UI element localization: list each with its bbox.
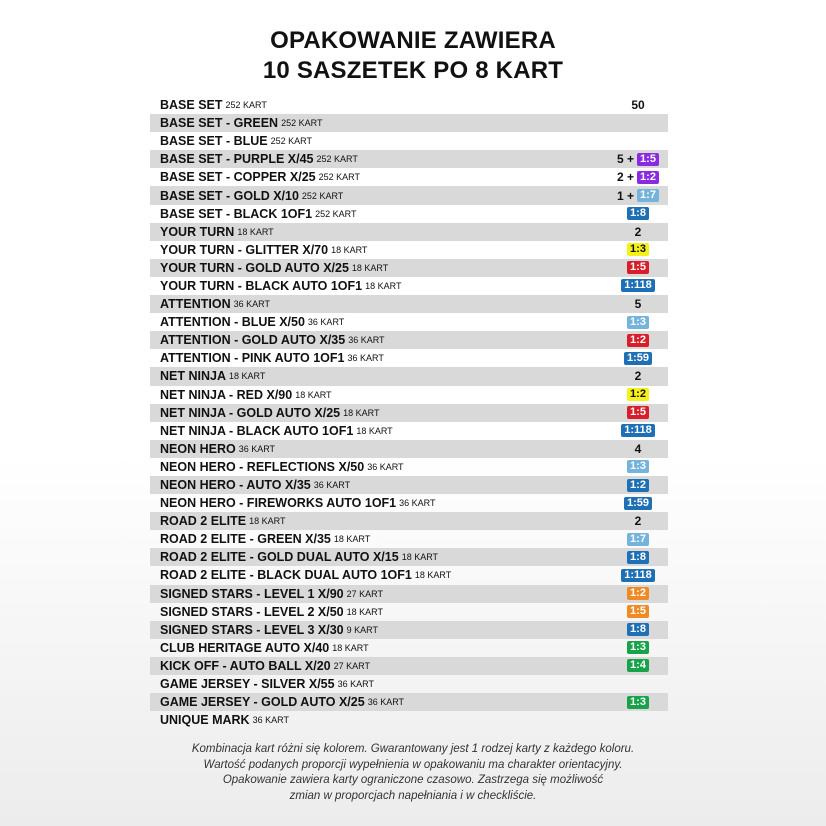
row-card-count: 9 KART xyxy=(346,624,378,635)
row-quantity: 5 xyxy=(634,297,642,312)
row-name: GAME JERSEY - GOLD AUTO X/25 xyxy=(160,695,365,710)
row-value xyxy=(608,605,668,618)
row-name: BASE SET - BLACK 1OF1 xyxy=(160,206,313,221)
table-row xyxy=(150,603,668,621)
table-row xyxy=(150,458,668,476)
ratio-badge: 1:5 xyxy=(637,153,659,166)
row-name: BASE SET - PURPLE X/45 xyxy=(160,152,314,167)
row-name: SIGNED STARS - LEVEL 2 X/50 xyxy=(160,604,344,619)
row-name: NET NINJA - GOLD AUTO X/25 xyxy=(160,405,341,420)
row-card-count: 252 KART xyxy=(225,100,267,111)
row-name: ATTENTION - BLUE X/50 xyxy=(160,315,305,330)
table-row xyxy=(150,277,668,295)
table-row xyxy=(150,96,668,114)
ratio-badge: 1:3 xyxy=(627,696,649,709)
footer-line-2: Wartość podanych proporcji wypełnienia w opakowaniu ma charakter orientacyjny. xyxy=(203,758,623,771)
row-value xyxy=(608,388,668,401)
row-card-count: 36 KART xyxy=(238,443,276,454)
row-card-count: 18 KART xyxy=(249,516,286,527)
ratio-badge: 1:3 xyxy=(627,316,649,329)
row-quantity: 4 xyxy=(634,441,642,456)
row-card-count: 252 KART xyxy=(270,136,313,147)
row-card-count: 36 KART xyxy=(252,715,289,726)
row-card-count: 36 KART xyxy=(348,335,385,346)
row-card-count: 36 KART xyxy=(399,498,436,509)
row-name: BASE SET - GOLD X/10 xyxy=(160,188,299,203)
row-card-count: 36 KART xyxy=(307,317,345,328)
row-name: SIGNED STARS - LEVEL 1 X/90 xyxy=(160,586,344,601)
row-card-count: 18 KART xyxy=(365,280,402,291)
table-row xyxy=(150,168,668,186)
ratio-badge: 1:4 xyxy=(627,659,649,672)
row-card-count: 27 KART xyxy=(333,660,370,671)
row-name: ROAD 2 ELITE xyxy=(160,514,247,529)
table-row xyxy=(150,693,668,711)
row-value xyxy=(608,297,668,311)
table-row xyxy=(150,150,668,168)
row-value xyxy=(608,479,668,492)
row-value xyxy=(608,497,668,510)
row-card-count: 18 KART xyxy=(414,570,452,581)
table-row xyxy=(150,223,668,241)
row-value xyxy=(608,316,668,329)
row-name: BASE SET - GREEN xyxy=(160,116,279,131)
table-row xyxy=(150,512,668,530)
table-row xyxy=(150,566,668,584)
row-name: YOUR TURN xyxy=(160,224,235,239)
title-line-1: OPAKOWANIE ZAWIERA xyxy=(270,27,556,54)
row-name: NET NINJA - RED X/90 xyxy=(160,387,293,402)
row-name: NEON HERO - AUTO X/35 xyxy=(160,478,311,493)
ratio-badge: 1:3 xyxy=(627,460,649,473)
row-card-count: 27 KART xyxy=(346,588,383,599)
footer-line-1: Kombinacja kart różni się kolorem. Gwarantowany jest 1 rodzej karty z każdego koloru. xyxy=(191,743,635,755)
row-card-count: 18 KART xyxy=(343,407,380,418)
row-card-count: 36 KART xyxy=(367,697,405,708)
row-value xyxy=(608,551,668,564)
table-row xyxy=(150,621,668,639)
row-value xyxy=(608,641,668,654)
row-card-count: 18 KART xyxy=(228,371,266,382)
row-value xyxy=(608,442,668,456)
row-card-count: 18 KART xyxy=(332,642,369,653)
row-name: KICK OFF - AUTO BALL X/20 xyxy=(160,658,331,673)
table-row xyxy=(150,422,668,440)
row-quantity-prefix: 1 + xyxy=(616,188,634,203)
row-card-count: 18 KART xyxy=(333,534,371,545)
ratio-badge: 1:8 xyxy=(627,207,649,220)
row-name: GAME JERSEY - SILVER X/55 xyxy=(160,677,335,692)
table-row xyxy=(150,585,668,603)
footer-note xyxy=(0,742,826,804)
ratio-badge: 1:8 xyxy=(627,623,649,636)
row-quantity-prefix: 5 + xyxy=(616,152,634,167)
table-row xyxy=(150,259,668,277)
row-card-count: 18 KART xyxy=(295,389,332,400)
ratio-badge: 1:8 xyxy=(627,551,649,564)
table-row xyxy=(150,186,668,204)
ratio-badge: 1:5 xyxy=(627,261,649,274)
row-value xyxy=(608,352,668,365)
row-name: NEON HERO xyxy=(160,441,236,456)
row-card-count: 36 KART xyxy=(367,461,404,472)
row-value xyxy=(608,334,668,347)
page-title xyxy=(0,26,826,86)
table-row xyxy=(150,657,668,675)
row-value xyxy=(608,424,668,437)
row-card-count: 252 KART xyxy=(315,208,357,219)
row-value xyxy=(608,460,668,473)
table-row xyxy=(150,114,668,132)
row-value xyxy=(608,659,668,672)
row-name: BASE SET xyxy=(160,98,223,113)
row-value xyxy=(608,533,668,546)
row-quantity: 2 xyxy=(634,369,642,384)
row-card-count: 18 KART xyxy=(237,226,274,237)
table-row xyxy=(150,367,668,385)
row-name: BASE SET - COPPER X/25 xyxy=(160,170,316,185)
ratio-badge: 1:5 xyxy=(627,605,649,618)
row-value xyxy=(608,189,668,203)
ratio-badge: 1:118 xyxy=(621,424,655,437)
row-card-count: 252 KART xyxy=(301,190,344,201)
table-row xyxy=(150,639,668,657)
row-value xyxy=(608,514,668,528)
ratio-badge: 1:7 xyxy=(637,189,659,202)
table-row xyxy=(150,494,668,512)
footer-line-3: Opakowanie zawiera karty ograniczone czasowo. Zastrzega się możliwość xyxy=(222,774,604,786)
ratio-badge: 1:2 xyxy=(627,479,649,492)
table-row xyxy=(150,386,668,404)
ratio-badge: 1:3 xyxy=(627,641,649,654)
row-card-count: 36 KART xyxy=(313,480,351,491)
row-name: BASE SET - BLUE xyxy=(160,134,268,149)
row-value xyxy=(608,696,668,709)
row-card-count: 36 KART xyxy=(337,679,374,690)
row-quantity: 2 xyxy=(634,514,642,529)
row-card-count: 36 KART xyxy=(347,353,384,364)
title-line-2: 10 SASZETEK PO 8 KART xyxy=(262,57,564,84)
ratio-badge: 1:5 xyxy=(627,406,649,419)
table-row xyxy=(150,711,668,729)
table-row xyxy=(150,205,668,223)
row-value xyxy=(608,170,668,184)
row-name: NEON HERO - FIREWORKS AUTO 1OF1 xyxy=(160,496,397,511)
row-value xyxy=(608,587,668,600)
row-name: ROAD 2 ELITE - BLACK DUAL AUTO 1OF1 xyxy=(160,568,412,583)
table-row xyxy=(150,241,668,259)
row-name: ATTENTION - GOLD AUTO X/35 xyxy=(160,333,346,348)
table-row xyxy=(150,132,668,150)
row-name: YOUR TURN - BLACK AUTO 1OF1 xyxy=(160,278,363,293)
table-row xyxy=(150,295,668,313)
row-card-count: 18 KART xyxy=(346,606,383,617)
row-name: ATTENTION xyxy=(160,297,231,312)
row-card-count: 252 KART xyxy=(318,172,360,183)
row-card-count: 252 KART xyxy=(316,154,358,165)
ratio-badge: 1:7 xyxy=(627,533,649,546)
row-card-count: 36 KART xyxy=(233,299,270,310)
ratio-badge: 1:2 xyxy=(627,587,649,600)
row-value xyxy=(608,369,668,383)
row-name: YOUR TURN - GOLD AUTO X/25 xyxy=(160,260,349,275)
row-value xyxy=(608,623,668,636)
row-name: NEON HERO - REFLECTIONS X/50 xyxy=(160,459,365,474)
ratio-badge: 1:59 xyxy=(624,352,652,365)
row-value xyxy=(608,152,668,166)
table-row xyxy=(150,349,668,367)
row-name: NET NINJA - BLACK AUTO 1OF1 xyxy=(160,423,354,438)
row-value xyxy=(608,243,668,256)
table-row xyxy=(150,331,668,349)
row-value xyxy=(608,569,668,582)
row-card-count: 18 KART xyxy=(401,552,439,563)
ratio-badge: 1:2 xyxy=(637,171,659,184)
row-value xyxy=(608,279,668,292)
row-name: ATTENTION - PINK AUTO 1OF1 xyxy=(160,351,345,366)
table-row xyxy=(150,530,668,548)
row-quantity: 2 xyxy=(634,224,642,239)
row-name: CLUB HERITAGE AUTO X/40 xyxy=(160,640,330,655)
row-value xyxy=(608,261,668,274)
ratio-badge: 1:118 xyxy=(621,569,655,582)
row-card-count: 18 KART xyxy=(351,262,389,273)
table-row xyxy=(150,675,668,693)
row-quantity-prefix: 2 + xyxy=(616,170,634,185)
ratio-badge: 1:59 xyxy=(624,497,652,510)
row-value xyxy=(608,225,668,239)
checklist-table xyxy=(150,96,668,729)
ratio-badge: 1:2 xyxy=(627,334,649,347)
row-name: UNIQUE MARK xyxy=(160,713,250,728)
row-value xyxy=(608,406,668,419)
table-row xyxy=(150,313,668,331)
row-value xyxy=(608,98,668,112)
row-card-count: 18 KART xyxy=(356,425,393,436)
table-row xyxy=(150,548,668,566)
row-name: NET NINJA xyxy=(160,369,226,384)
table-row xyxy=(150,476,668,494)
row-quantity: 50 xyxy=(631,98,645,113)
row-name: SIGNED STARS - LEVEL 3 X/30 xyxy=(160,622,344,637)
table-row xyxy=(150,404,668,422)
row-name: ROAD 2 ELITE - GREEN X/35 xyxy=(160,532,331,547)
ratio-badge: 1:3 xyxy=(627,243,649,256)
row-name: YOUR TURN - GLITTER X/70 xyxy=(160,242,329,257)
row-card-count: 252 KART xyxy=(281,118,323,129)
ratio-badge: 1:118 xyxy=(621,279,655,292)
table-row xyxy=(150,440,668,458)
row-name: ROAD 2 ELITE - GOLD DUAL AUTO X/15 xyxy=(160,550,399,565)
ratio-badge: 1:2 xyxy=(627,388,649,401)
footer-line-4: zmian w proporcjach napełniania i w checkliście. xyxy=(289,789,537,802)
row-value xyxy=(608,207,668,220)
row-card-count: 18 KART xyxy=(331,244,368,255)
